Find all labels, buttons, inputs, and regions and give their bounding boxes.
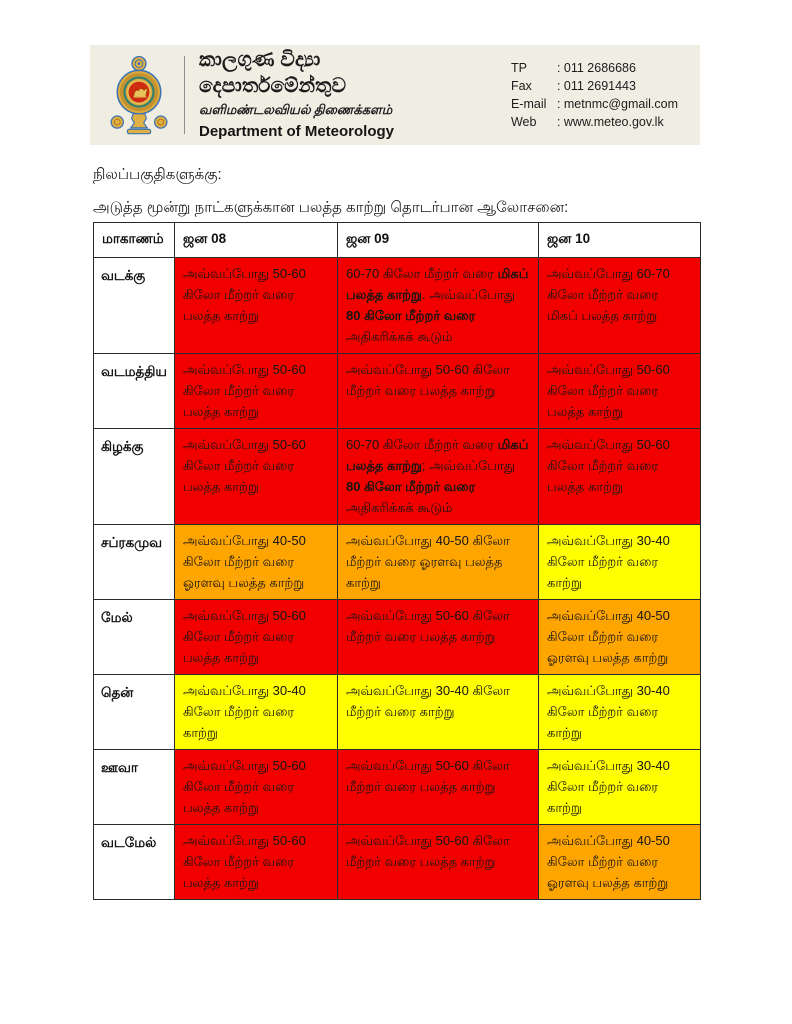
org-name-english: Department of Meteorology bbox=[199, 123, 395, 140]
forecast-cell bbox=[175, 525, 338, 600]
table-header-row bbox=[94, 223, 701, 258]
cell-text-segment: அவ்வப்போது 40-50 கிலோ மீற்றர் வரை ஓரளவு பலத்த காற்று bbox=[183, 533, 306, 590]
forecast-cell bbox=[338, 429, 539, 525]
contact-label: Fax bbox=[510, 79, 532, 93]
cell-text-segment: அவ்வப்போது 30-40 கிலோ மீற்றர் வரை காற்று bbox=[547, 683, 670, 740]
column-header: ஜன 09 bbox=[338, 223, 539, 258]
forecast-cell bbox=[539, 258, 701, 354]
cell-text-segment: அதிகரிக்கக் கூடும் bbox=[346, 329, 453, 344]
advisory-heading-land: நிலப்பகுதிகளுக்கு: bbox=[93, 166, 222, 183]
cell-text-segment: ; அவ்வப்போது bbox=[421, 458, 516, 473]
contact-value: : 011 2686686 bbox=[556, 61, 636, 75]
cell-text-segment: மிகப் பலத்த காற்று bbox=[346, 266, 529, 302]
cell-text-segment: அவ்வப்போது 50-60 கிலோ மீற்றர் வரை பலத்த காற்று bbox=[183, 437, 306, 494]
forecast-cell bbox=[175, 429, 338, 525]
contact-label: TP bbox=[510, 61, 527, 75]
region-header: வடமேல் bbox=[94, 825, 175, 900]
cell-text-segment: அவ்வப்போது 50-60 கிலோ மீற்றர் வரை பலத்த காற்று bbox=[183, 833, 306, 890]
region-header: கிழக்கு bbox=[94, 429, 175, 525]
contact-list bbox=[511, 59, 678, 131]
table-body bbox=[94, 258, 701, 900]
forecast-cell bbox=[539, 600, 701, 675]
cell-text-segment: அவ்வப்போது 50-60 கிலோ மீற்றர் வரை பலத்த காற்று bbox=[346, 608, 510, 644]
forecast-cell bbox=[539, 750, 701, 825]
region-header: ஊவா bbox=[94, 750, 175, 825]
table-row bbox=[94, 354, 701, 429]
table-row bbox=[94, 675, 701, 750]
forecast-cell bbox=[338, 600, 539, 675]
contact-value: : www.meteo.gov.lk bbox=[556, 115, 664, 129]
forecast-cell bbox=[338, 525, 539, 600]
forecast-cell bbox=[539, 429, 701, 525]
column-header: மாகாணம் bbox=[94, 223, 175, 258]
column-header: ஜன 10 bbox=[539, 223, 701, 258]
region-header: வடமத்திய bbox=[94, 354, 175, 429]
forecast-cell bbox=[175, 675, 338, 750]
forecast-cell bbox=[175, 600, 338, 675]
contact-row bbox=[511, 95, 678, 113]
contact-value: : metnmc@gmail.com bbox=[556, 97, 678, 111]
forecast-cell bbox=[175, 825, 338, 900]
org-name-tamil: வளிமண்டலவியல் திணைக்களம் bbox=[199, 102, 393, 117]
cell-text-segment: அவ்வப்போது 30-40 கிலோ மீற்றர் வரை காற்று bbox=[183, 683, 306, 740]
cell-text-segment: அவ்வப்போது 50-60 கிலோ மீற்றர் வரை பலத்த காற்று bbox=[183, 266, 306, 323]
cell-text-segment: அவ்வப்போது 50-60 கிலோ மீற்றர் வரை பலத்த காற்று bbox=[183, 608, 306, 665]
cell-text-segment: அவ்வப்போது 30-40 கிலோ மீற்றர் வரை காற்று bbox=[547, 758, 670, 815]
cell-text-segment: 80 கிலோ மீற்றர் வரை bbox=[346, 308, 476, 323]
contact-label: Web bbox=[510, 115, 537, 129]
cell-text-segment: மிகப் பலத்த காற்று bbox=[346, 437, 529, 473]
forecast-cell bbox=[338, 354, 539, 429]
table-row bbox=[94, 825, 701, 900]
cell-text-segment: அவ்வப்போது 50-60 கிலோ மீற்றர் வரை பலத்த காற்று bbox=[547, 437, 670, 494]
cell-text-segment: அவ்வப்போது 30-40 கிலோ மீற்றர் வரை காற்று bbox=[547, 533, 670, 590]
contact-row bbox=[511, 59, 678, 77]
cell-text-segment: . அவ்வப்போது bbox=[421, 287, 516, 302]
forecast-cell bbox=[338, 675, 539, 750]
cell-text-segment: அவ்வப்போது 30-40 கிலோ மீற்றர் வரை காற்று bbox=[346, 683, 510, 719]
forecast-cell bbox=[338, 750, 539, 825]
forecast-cell bbox=[175, 258, 338, 354]
forecast-cell bbox=[539, 675, 701, 750]
cell-text-segment: அவ்வப்போது 50-60 கிலோ மீற்றர் வரை பலத்த காற்று bbox=[547, 362, 670, 419]
contact-label: E-mail bbox=[510, 97, 547, 111]
forecast-cell bbox=[175, 750, 338, 825]
forecast-cell bbox=[338, 258, 539, 354]
forecast-cell bbox=[175, 354, 338, 429]
cell-text-segment: அவ்வப்போது 60-70 கிலோ மீற்றர் வரை மிகப் பலத்த காற்று bbox=[547, 266, 670, 323]
table-row bbox=[94, 750, 701, 825]
table-row bbox=[94, 258, 701, 354]
region-header: தென் bbox=[94, 675, 175, 750]
advisory-heading-wind: அடுத்த மூன்று நாட்களுக்கான பலத்த காற்று தொடர்பான ஆலோசனை: bbox=[93, 199, 569, 216]
cell-text-segment: 80 கிலோ மீற்றர் வரை bbox=[346, 479, 476, 494]
cell-text-segment: அவ்வப்போது 40-50 கிலோ மீற்றர் வரை ஓரளவு பலத்த காற்று bbox=[547, 608, 670, 665]
forecast-cell bbox=[539, 525, 701, 600]
region-header: சப்ரகமுவ bbox=[94, 525, 175, 600]
sri-lanka-emblem-icon bbox=[110, 54, 168, 136]
cell-text-segment: அவ்வப்போது 50-60 கிலோ மீற்றர் வரை பலத்த காற்று bbox=[183, 362, 306, 419]
table-row bbox=[94, 525, 701, 600]
wind-forecast-table bbox=[93, 222, 701, 900]
cell-text-segment: அவ்வப்போது 40-50 கிலோ மீற்றர் வரை ஓரளவு பலத்த காற்று bbox=[346, 533, 510, 590]
cell-text-segment: 60-70 கிலோ மீற்றர் வரை bbox=[346, 266, 498, 281]
contact-value: : 011 2691443 bbox=[556, 79, 636, 93]
forecast-cell bbox=[539, 825, 701, 900]
letterhead bbox=[90, 45, 700, 145]
contact-row bbox=[511, 77, 678, 95]
table-row bbox=[94, 429, 701, 525]
region-header: வடக்கு bbox=[94, 258, 175, 354]
cell-text-segment: அவ்வப்போது 50-60 கிலோ மீற்றர் வரை பலத்த காற்று bbox=[346, 758, 510, 794]
letterhead-divider bbox=[184, 56, 185, 134]
organization-names bbox=[199, 47, 469, 143]
cell-text-segment: அவ்வப்போது 50-60 கிலோ மீற்றர் வரை பலத்த காற்று bbox=[183, 758, 306, 815]
cell-text-segment: அதிகரிக்கக் கூடும் bbox=[346, 500, 453, 515]
contact-row bbox=[511, 113, 678, 131]
cell-text-segment: 60-70 கிலோ மீற்றர் வரை bbox=[346, 437, 498, 452]
cell-text-segment: அவ்வப்போது 50-60 கிலோ மீற்றர் வரை பலத்த காற்று bbox=[346, 833, 510, 869]
forecast-cell bbox=[338, 825, 539, 900]
cell-text-segment: அவ்வப்போது 50-60 கிலோ மீற்றர் வரை பலத்த காற்று bbox=[346, 362, 510, 398]
table-row bbox=[94, 600, 701, 675]
region-header: மேல் bbox=[94, 600, 175, 675]
cell-text-segment: அவ்வப்போது 40-50 கிலோ மீற்றர் வரை ஓரளவு பலத்த காற்று bbox=[547, 833, 670, 890]
forecast-cell bbox=[539, 354, 701, 429]
org-name-sinhala: කාලගුණ විද්‍යා දෙපාර්තමේන්තුව bbox=[199, 49, 347, 97]
column-header: ஜன 08 bbox=[175, 223, 338, 258]
